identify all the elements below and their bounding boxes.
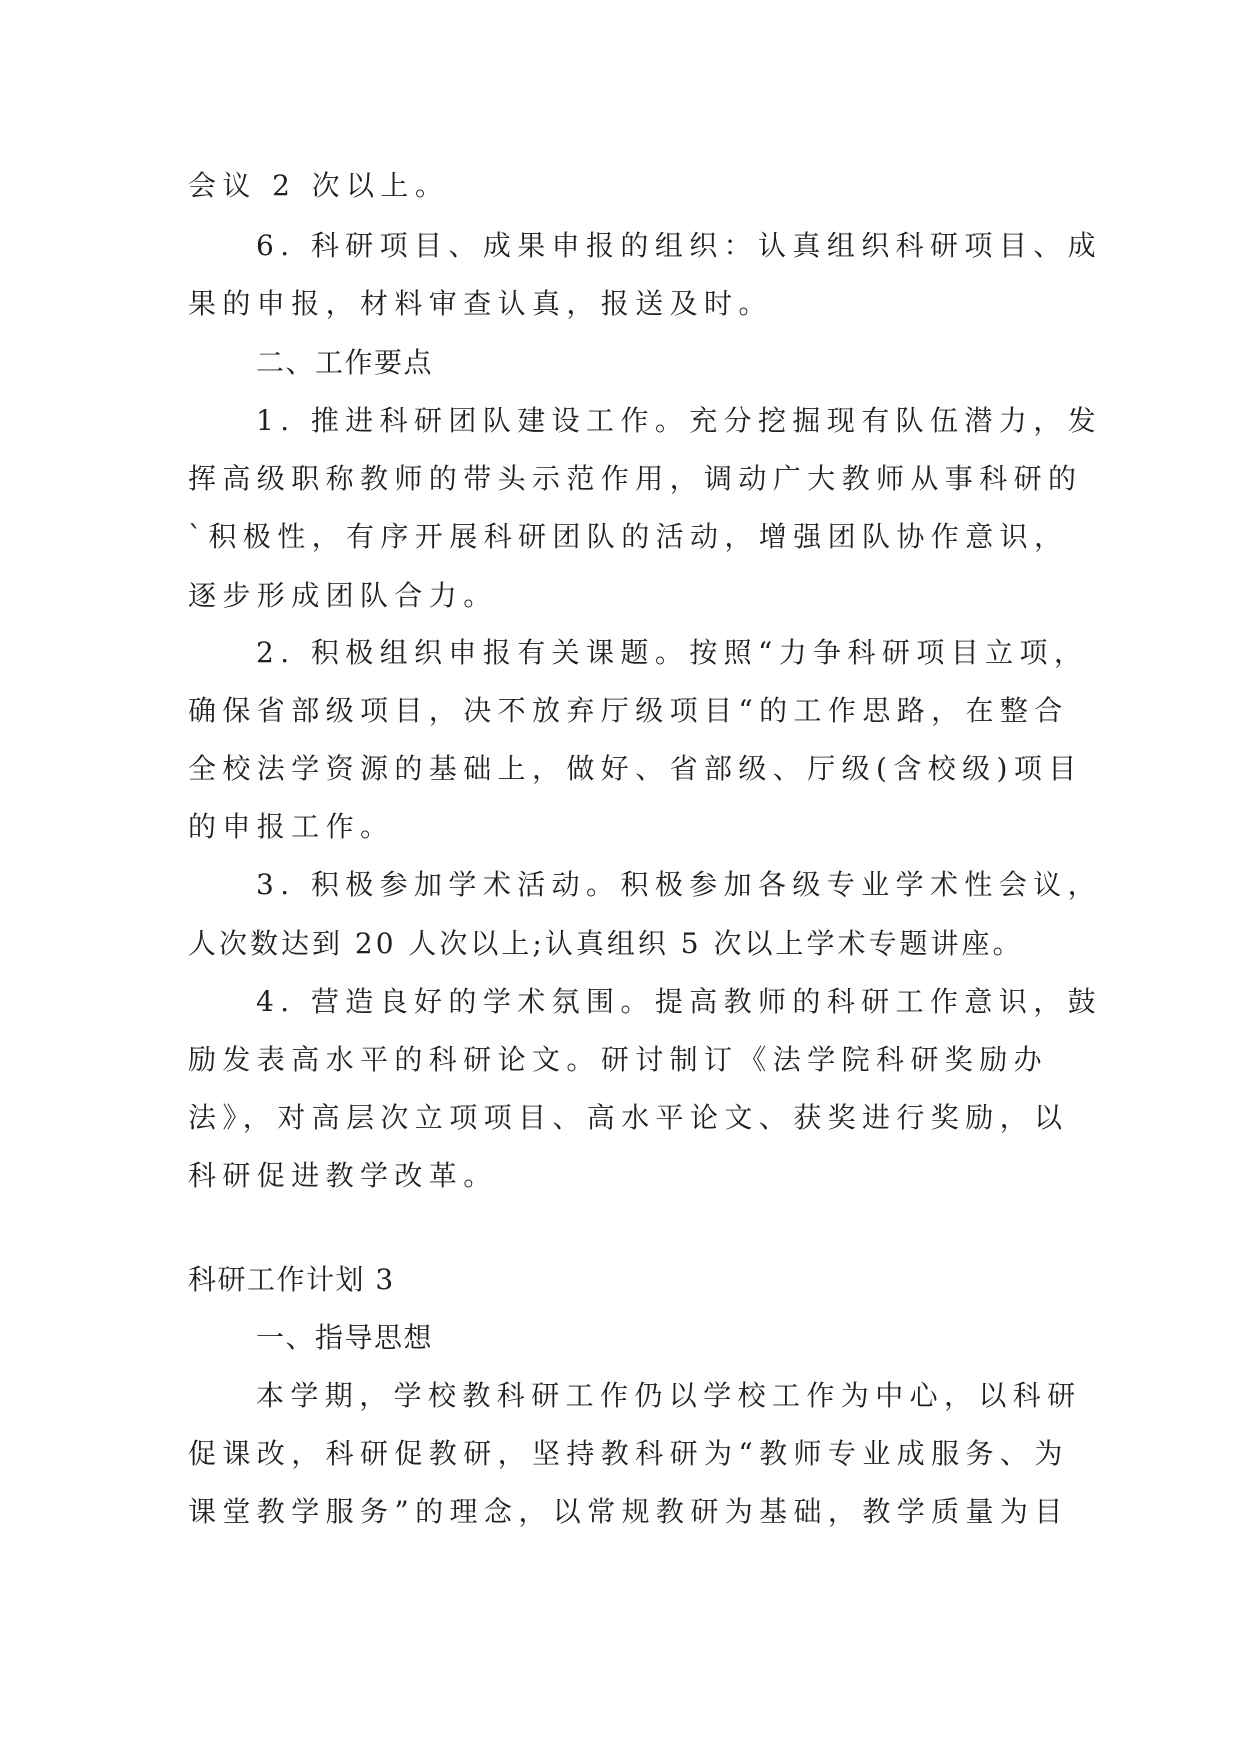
paragraph-line: 励发表高水平的科研论文。研讨制订《法学院科研奖励办 <box>188 1043 1049 1076</box>
paragraph-line: 科研促进教学改革。 <box>188 1159 498 1192</box>
paragraph-line: 1. 推进科研团队建设工作。充分挖掘现有队伍潜力，发 <box>256 404 1103 437</box>
document-title: 科研工作计划 3 <box>188 1263 395 1296</box>
paragraph-line: 逐步形成团队合力。 <box>188 579 498 612</box>
paragraph-line: 全校法学资源的基础上，做好、省部级、厅级(含校级)项目 <box>188 752 1083 785</box>
section-heading: 一、指导思想 <box>256 1321 434 1354</box>
paragraph-line: 挥高级职称教师的带头示范作用，调动广大教师从事科研的 <box>188 462 1083 495</box>
paragraph-line: 本学期，学校教科研工作仍以学校工作为中心，以科研 <box>256 1379 1082 1412</box>
paragraph-line: `积极性，有序开展科研团队的活动，增强团队协作意识， <box>188 520 1069 553</box>
paragraph-line: 课堂教学服务”的理念，以常规教研为基础，教学质量为目 <box>188 1495 1069 1528</box>
paragraph-line: 人次数达到 20 人次以上;认真组织 5 次以上学术专题讲座。 <box>188 927 1024 960</box>
paragraph-line: 促课改，科研促教研，坚持教科研为“教师专业成服务、为 <box>188 1437 1069 1470</box>
paragraph-line: 法》，对高层次立项项目、高水平论文、获奖进行奖励，以 <box>188 1101 1069 1134</box>
section-heading: 二、工作要点 <box>256 346 434 379</box>
paragraph-line: 的申报工作。 <box>188 810 395 843</box>
paragraph-line: 会议 2 次以上。 <box>188 169 450 202</box>
paragraph-line: 4. 营造良好的学术氛围。提高教师的科研工作意识，鼓 <box>256 985 1103 1018</box>
paragraph-line: 果的申报，材料审查认真，报送及时。 <box>188 287 773 320</box>
paragraph-line: 2. 积极组织申报有关课题。按照“力争科研项目立项， <box>256 636 1089 669</box>
paragraph-line: 确保省部级项目，决不放弃厅级项目“的工作思路，在整合 <box>188 694 1069 727</box>
paragraph-line: 6. 科研项目、成果申报的组织：认真组织科研项目、成 <box>256 229 1103 262</box>
paragraph-line: 3. 积极参加学术活动。积极参加各级专业学术性会议， <box>256 868 1103 901</box>
